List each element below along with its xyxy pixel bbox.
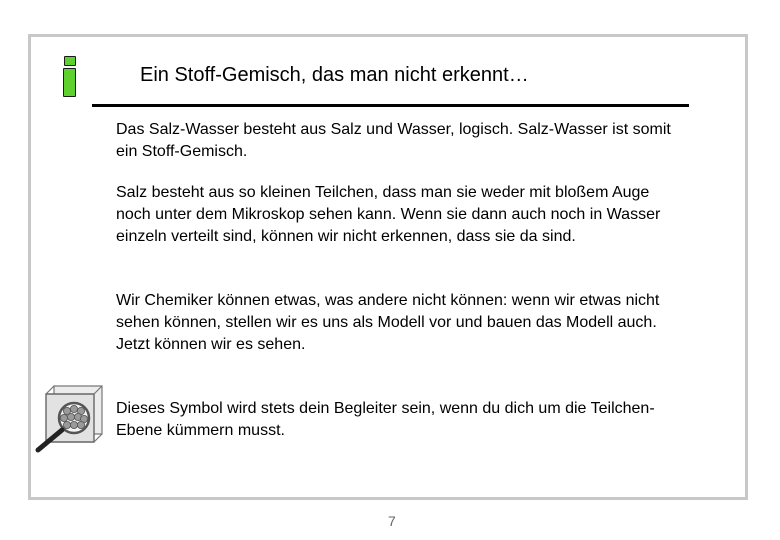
title-divider [92,104,689,107]
page-title: Ein Stoff-Gemisch, das man nicht erkennt… [140,64,529,86]
info-icon-stem [63,68,76,97]
info-icon [62,56,76,98]
paragraph-salt-water: Das Salz-Wasser besteht aus Salz und Wasser, logisch. Salz-Wasser ist somit ein Stoff-Gemisch. [116,121,671,160]
info-icon-dot [64,56,76,66]
particle-level-magnifier-icon [32,380,108,456]
paragraph-chemists-model: Wir Chemiker können etwas, was andere nicht können: wenn wir etwas nicht sehen können, stellen wir es uns als Modell vor und bauen das Modell auch. Jetzt können wir es sehen. [116,292,660,353]
paragraph-salt-particles: Salz besteht aus so kleinen Teilchen, dass man sie weder mit bloßem Auge noch unter dem Mikroskop sehen kann. Wenn sie dann auch noch in Wasser einzeln verteilt sind, können wir nicht erkennen, dass sie da sind. [116,184,661,245]
page-number: 7 [388,513,396,529]
paragraph-symbol-note: Dieses Symbol wird stets dein Begleiter sein, wenn du dich um die Teilchen-Ebene kümmern musst. [116,400,655,439]
